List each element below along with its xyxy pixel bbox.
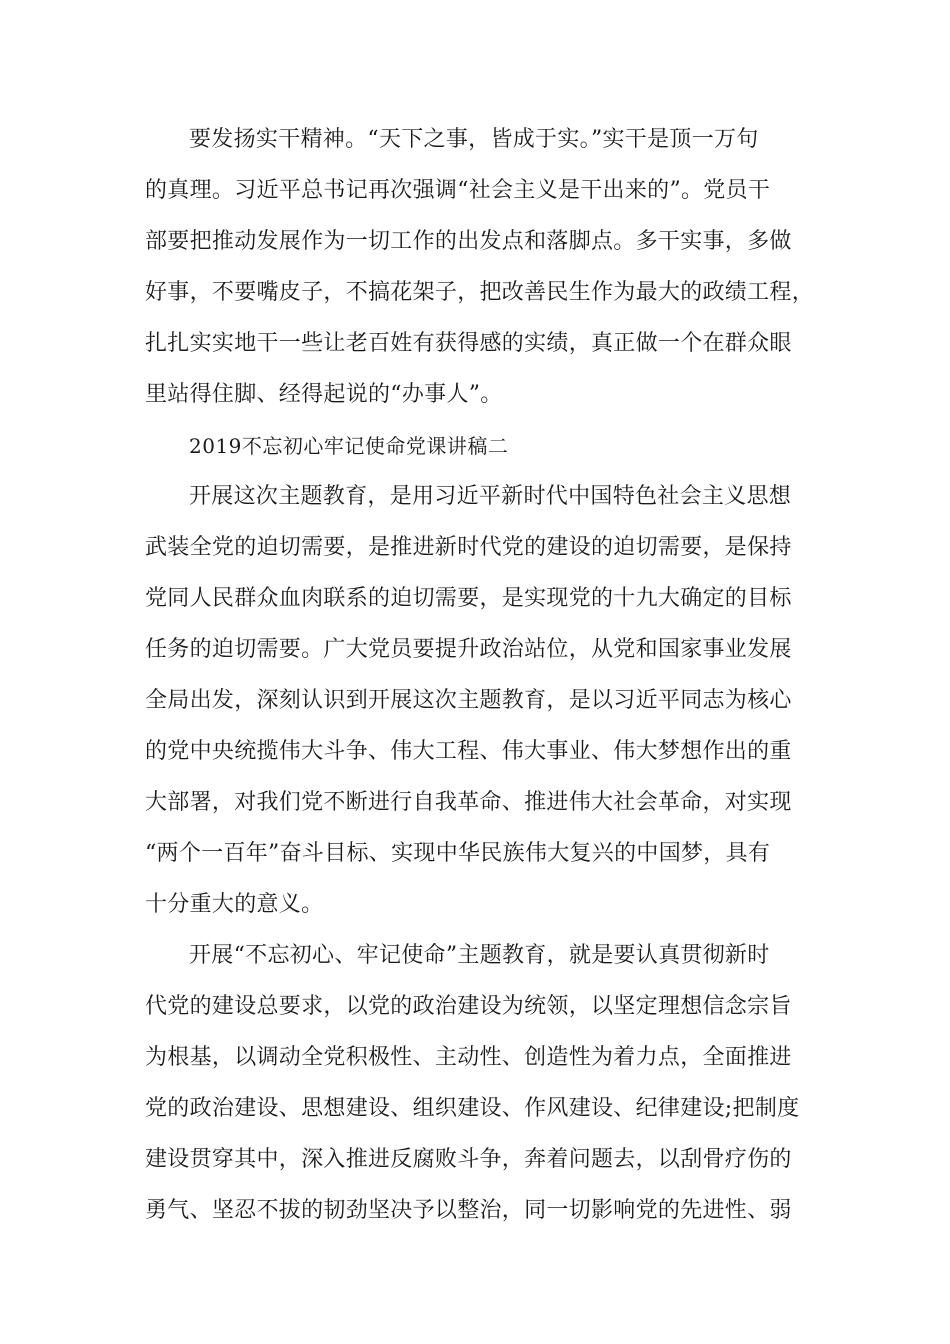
paragraph-2-line-5: 全局出发，深刻认识到开展这次主题教育，是以习近平同志为核心 xyxy=(145,688,792,713)
paragraph-2-line-1: 开展这次主题教育，是用习近平新时代中国特色社会主义思想 xyxy=(189,484,792,509)
paragraph-2-line-3: 党同人民群众血肉联系的迫切需要，是实现党的十九大确定的目标 xyxy=(145,586,792,611)
paragraph-1-line-1: 要发扬实干精神。“天下之事，皆成于实。”实干是顶一万句 xyxy=(189,127,759,152)
paragraph-3-line-4: 党的政治建设、思想建设、组织建设、作风建设、纪律建设;把制度 xyxy=(145,1096,800,1121)
paragraph-2-line-7: 大部署，对我们党不断进行自我革命、推进伟大社会革命，对实现 xyxy=(145,790,792,815)
section-heading: 2019不忘初心牢记使命党课讲稿二 xyxy=(189,434,509,458)
paragraph-2-line-6: 的党中央统揽伟大斗争、伟大工程、伟大事业、伟大梦想作出的重 xyxy=(145,739,792,764)
paragraph-1-line-4: 好事，不要嘴皮子，不搞花架子，把改善民生作为最大的政绩工程， xyxy=(145,280,815,305)
paragraph-1-line-5: 扎扎实实地干一些让老百姓有获得感的实绩，真正做一个在群众眼 xyxy=(145,331,792,356)
paragraph-2-line-9: 十分重大的意义。 xyxy=(145,892,324,917)
paragraph-3-line-1: 开展“不忘初心、牢记使命”主题教育，就是要认真贯彻新时 xyxy=(189,943,770,968)
paragraph-3-line-2: 代党的建设总要求，以党的政治建设为统领，以坚定理想信念宗旨 xyxy=(145,994,792,1019)
paragraph-3-line-3: 为根基，以调动全党积极性、主动性、创造性为着力点，全面推进 xyxy=(145,1045,792,1070)
paragraph-1-line-3: 部要把推动发展作为一切工作的出发点和落脚点。多干实事，多做 xyxy=(145,229,792,254)
paragraph-1-line-6: 里站得住脚、经得起说的“办事人”。 xyxy=(145,382,503,407)
paragraph-3-line-6: 勇气、坚忍不拔的韧劲坚决予以整治，同一切影响党的先进性、弱 xyxy=(145,1198,792,1223)
paragraph-2-line-4: 任务的迫切需要。广大党员要提升政治站位，从党和国家事业发展 xyxy=(145,637,792,662)
paragraph-3-line-5: 建设贯穿其中，深入推进反腐败斗争，奔着问题去，以刮骨疗伤的 xyxy=(145,1147,792,1172)
paragraph-2-line-8: “两个一百年”奋斗目标、实现中华民族伟大复兴的中国梦，具有 xyxy=(145,841,771,866)
paragraph-2-line-2: 武装全党的迫切需要，是推进新时代党的建设的迫切需要，是保持 xyxy=(145,535,792,560)
paragraph-1-line-2: 的真理。习近平总书记再次强调“社会主义是干出来的”。党员干 xyxy=(145,178,771,203)
